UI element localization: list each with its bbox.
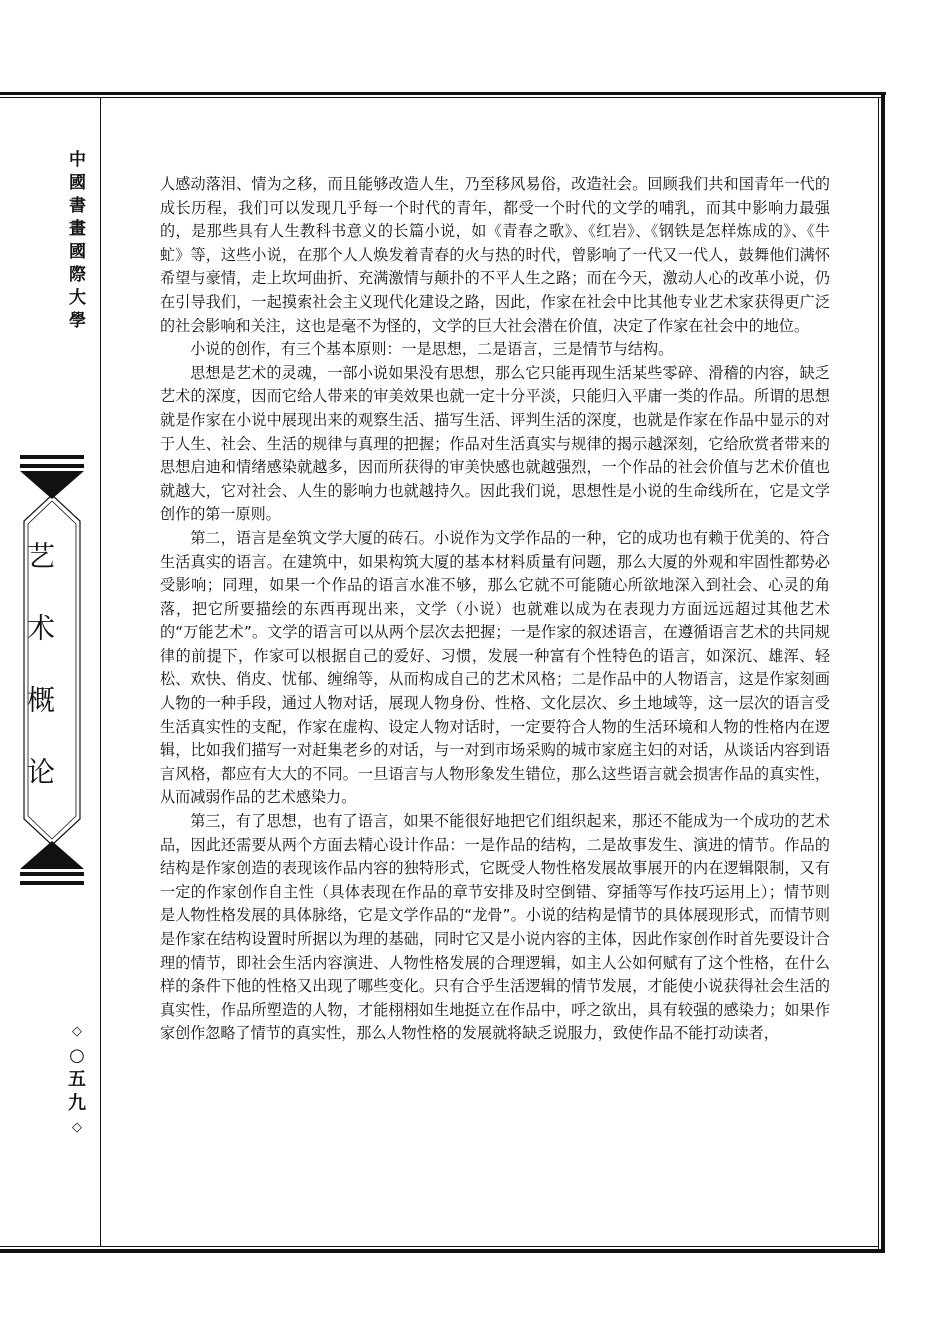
margin-divider (100, 97, 101, 1247)
diamond-icon: ◇ (72, 1120, 82, 1135)
panel-bottom-bar-inner (20, 872, 84, 876)
page-number-digit: ○ (69, 1045, 85, 1066)
panel-top-bar (20, 455, 84, 459)
panel-bottom-ornament-icon (20, 839, 84, 869)
page-number-digit: 五 (68, 1069, 86, 1090)
body-text (160, 173, 830, 1046)
paragraph: 思想是艺术的灵魂，一部小说如果没有思想，那么它只能再现生活某些零碎、滑稽的内容，缺乏艺术的深度，因而它给人带来的审美效果也就一定十分平淡，只能归入平庸一类的作品。所谓的思想就是作家在小说中展现出来的观察生活、描写生活、评判生活的深度，也就是作家在作品中显示的对于人生、社会、生活的规律与真理的把握；作品对生活真实与规律的揭示越深刻，它给欣赏者带来的思想启迪和情绪感染就越多，因而所获得的审美快感也就越强烈，一个作品的社会价值与艺术价值也就越大，它对社会、人生的影响力也就越持久。因此我们说，思想性是小说的生命线所在，它是文学创作的第一原则。 (160, 363, 830, 524)
frame-bottom-inner-border (0, 1246, 879, 1247)
frame-bottom-border (0, 1249, 885, 1253)
book-title: 艺术概论 (23, 541, 56, 829)
diamond-icon: ◇ (72, 1024, 82, 1039)
paragraph: 第二，语言是垒筑文学大厦的砖石。小说作为文学作品的一种，它的成功也有赖于优美的、符合生活真实的语言。在建筑中，如果构筑大厦的基本材料质量有问题，那么大厦的外观和牢固性都势必受影响；同理，如果一个作品的语言水准不够，那么它就不可能随心所欲地深入到社会、心灵的角落，把它所要描绘的东西再现出来，文学（小说）也就难以成为在表现力方面远远超过其他艺术的“万能艺术”。文学的语言可以从两个层次去把握；一是作家的叙述语言，在遵循语言艺术的共同规律的前提下，作家可以根据自己的爱好、习惯，发展一种富有个性特色的语言，如深沉、雄浑、轻松、欢快、俏皮、忧郁、缠绵等，从而构成自己的艺术风格；二是作品中的人物语言，这是作家刻画人物的一种手段，通过人物对话，展现人物身份、性格、文化层次、乡土地域等，这一层次的语言受生活真实性的支配，作家在虚构、设定人物对话时，一定要符合人物的生活环境和人物的性格内在逻辑，比如我们描写一对赶集老乡的对话，与一对到市场采购的城市家庭主妇的对话，从谈话内容到语言风格，都应有大大的不同。一旦语言与人物形象发生错位，那么这些语言就会损害作品的真实性，从而减弱作品的艺术感染力。 (160, 528, 830, 807)
school-name: 中國書畫國際大學 (65, 150, 85, 334)
page-number-digit: 九 (68, 1093, 86, 1114)
frame-top-border (0, 92, 886, 95)
paragraph: 第三，有了思想，也有了语言，如果不能很好地把它们组织起来，那还不能成为一个成功的艺术品，因此还需要从两个方面去精心设计作品：一是作品的结构，二是故事发生、演进的情节。作品的结构是作家创造的表现该作品内容的独特形式，它既受人物性格发展故事展开的内在逻辑限制，又有一定的作家创作自主性（具体表现在作品的章节安排及时空倒错、穿插等写作技巧运用上）；情节则是人物性格发展的具体脉络，它是文学作品的“龙骨”。小说的结构是情节的具体展现形式，而情节则是作家在结构设置时所据以为理的基础，同时它又是小说内容的主体，因此作家创作时首先要设计合理的情节，即社会生活内容演进、人物性格发展的合理逻辑，如主人公如何赋有了这个性格，在什么样的条件下他的性格又出现了哪些变化。只有合乎生活逻辑的情节发展，才能使小说获得社会生活的真实性，作品所塑造的人物，才能栩栩如生地挺立在作品中，呼之欲出，具有较强的感染力；如果作家创作忽略了情节的真实性，那么人物性格的发展就将缺乏说服力，致使作品不能打动读者， (160, 812, 830, 1043)
panel-bottom-bar (20, 881, 84, 885)
frame-right-border (881, 92, 885, 1252)
paragraph: 小说的创作，有三个基本原则：一是思想，二是语言，三是情节与结构。 (190, 340, 674, 359)
frame-right-inner-border (878, 97, 879, 1249)
panel-top-bar-inner (20, 464, 84, 468)
page-number (62, 1020, 92, 1140)
paragraph: 人感动落泪、情为之移，而且能够改造人生，乃至移风易俗，改造社会。回顾我们共和国青年一代的成长历程，我们可以发现几乎每一个时代的青年，都受一个时代的文学的哺乳，而其中影响力最强的，是那些具有人生教科书意义的长篇小说，如《青春之歌》、《红岩》、《钢铁是怎样炼成的》、《牛虻》等，这些小说，在那个人人焕发着青春的火与热的时代，曾影响了一代又一代人，鼓舞他们满怀希望与豪情，走上坎坷曲折、充满激情与颠扑的不平人生之路；而在今天，激动人心的改革小说，仍在引导我们，一起摸索社会主义现代化建设之路，因此，作家在社会中比其他专业艺术家获得更广泛的社会影响和关注，这也是毫不为怪的，文学的巨大社会潜在价值，决定了作家在社会中的地位。 (160, 175, 830, 335)
book-title-panel (20, 455, 84, 885)
frame-top-inner-border (0, 97, 882, 98)
